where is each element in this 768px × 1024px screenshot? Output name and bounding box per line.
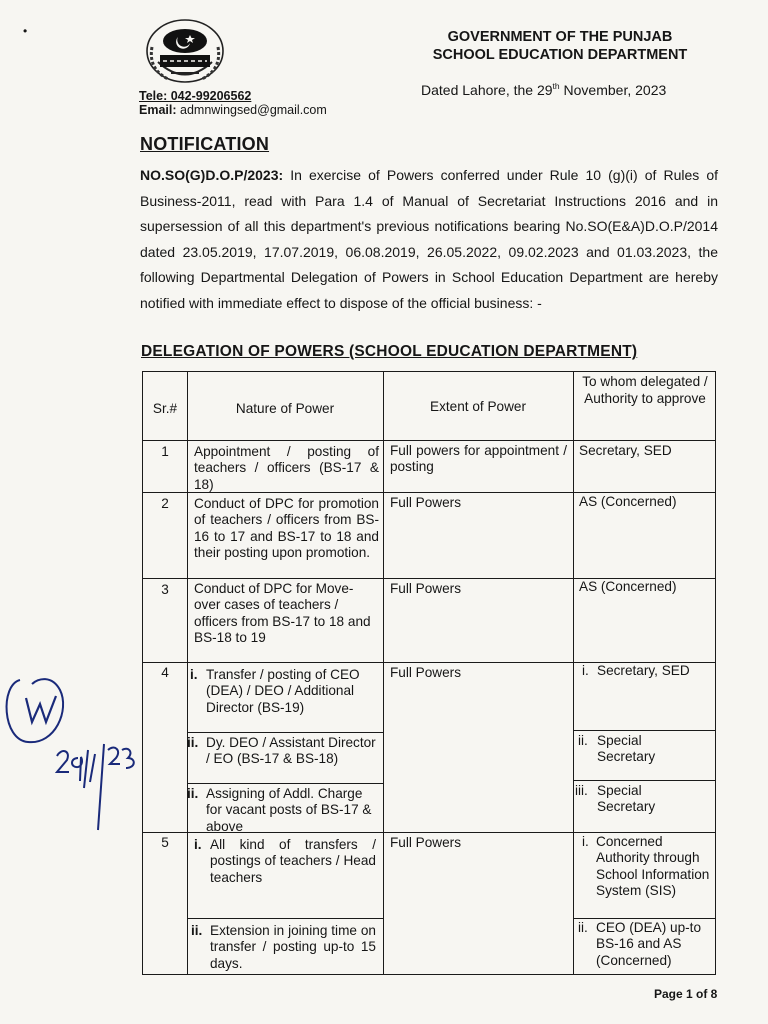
- dated-sup: th: [552, 81, 560, 91]
- row-5-auth-2-num: ii.: [578, 920, 588, 935]
- row-3-authority: AS (Concerned): [579, 579, 677, 594]
- page-number: Page 1 of 8: [654, 987, 718, 1001]
- row-5-auth-1: Concerned Authority through School Information System (SIS): [596, 834, 710, 899]
- row-5-extent: Full Powers: [390, 835, 462, 850]
- notification-reference: NO.SO(G)D.O.P/2023:: [140, 167, 284, 183]
- telephone: Tele: 042-99206562: [139, 89, 252, 103]
- row-1-extent: Full powers for appointment / posting: [390, 443, 567, 475]
- row-1-sr: 1: [161, 444, 169, 459]
- row-5-sub-2-num: ii.: [191, 923, 203, 938]
- email-label: Email:: [139, 103, 177, 117]
- row-4-sr: 4: [161, 665, 169, 680]
- row-4-extent: Full Powers: [390, 665, 462, 680]
- row-5-sub-2-nature: Extension in joining time on transfer / posting up-to 15 days.: [210, 923, 376, 971]
- row-4-sub-3-num: ii.: [187, 786, 199, 801]
- notification-title: NOTIFICATION: [140, 134, 270, 154]
- dated-prefix: Dated Lahore, the 29: [421, 82, 553, 98]
- header-extent: Extent of Power: [430, 399, 526, 414]
- row-4-sub-1-num: i.: [190, 667, 198, 682]
- notification-body: [140, 163, 718, 316]
- row-3-nature: Conduct of DPC for Move-over cases of teachers / officers from BS-17 to 18 and BS-18 to 19: [194, 581, 371, 646]
- row-3-sr: 3: [161, 582, 169, 597]
- row-4-auth-3-num: iii.: [575, 783, 588, 798]
- row-1-nature: Appointment / posting of teachers / officers (BS-17 & 18): [194, 444, 379, 492]
- email-line: [139, 103, 327, 117]
- row-2-authority: AS (Concerned): [579, 494, 677, 509]
- row-4-auth-2: Special Secretary: [597, 733, 656, 765]
- row-4-sub-2-nature: Dy. DEO / Assistant Director / EO (BS-17 & BS-18): [206, 735, 376, 767]
- row-4-auth-1: Secretary, SED: [597, 663, 690, 678]
- row-5-sub-1-num: i.: [194, 837, 202, 852]
- row-2-nature: Conduct of DPC for promotion of teachers / officers from BS-16 to 17 and BS-17 to 18 and their posting upon promotion.: [194, 496, 379, 561]
- dated-suffix: November, 2023: [559, 82, 667, 98]
- row-5-auth-1-num: i.: [582, 834, 589, 849]
- row-4-auth-1-num: i.: [582, 663, 589, 678]
- punjab-emblem-icon: [138, 17, 232, 89]
- dated-line: [421, 81, 666, 98]
- row-4-sub-3-nature: Assigning of Addl. Charge for vacant posts of BS-17 & above: [206, 786, 372, 834]
- handwritten-signature: [0, 670, 140, 840]
- row-4-auth-2-num: ii.: [578, 733, 588, 748]
- row-2-sr: 2: [161, 496, 169, 511]
- row-1-authority: Secretary, SED: [579, 443, 672, 458]
- row-4-sub-1-nature: Transfer / posting of CEO (DEA) / DEO / Additional Director (BS-19): [206, 667, 360, 715]
- row-5-sub-1-nature: All kind of transfers / postings of teachers / Head teachers: [210, 837, 376, 885]
- department-name: SCHOOL EDUCATION DEPARTMENT: [432, 47, 688, 63]
- government-name: GOVERNMENT OF THE PUNJAB: [447, 29, 673, 45]
- table-title: DELEGATION OF POWERS (SCHOOL EDUCATION DEPARTMENT): [141, 343, 638, 360]
- row-2-extent: Full Powers: [390, 495, 462, 510]
- header-authority: To whom delegated / Authority to approve: [582, 374, 708, 406]
- row-5-sr: 5: [161, 835, 169, 850]
- government-heading: [410, 28, 710, 64]
- row-3-extent: Full Powers: [390, 581, 462, 596]
- row-5-auth-2: CEO (DEA) up-to BS-16 and AS (Concerned): [596, 920, 701, 968]
- header-sr: Sr.#: [152, 401, 178, 416]
- header-nature: Nature of Power: [235, 401, 335, 416]
- email-address: admnwingsed@gmail.com: [180, 103, 327, 117]
- contact-info: [139, 89, 327, 117]
- margin-dot: •: [23, 24, 28, 38]
- row-4-auth-3: Special Secretary: [597, 783, 656, 815]
- notification-text: In exercise of Powers conferred under Rule 10 (g)(i) of Rules of Business-2011, read with Para 1.4 of Manual of Secretariat Instructions 2016 and in supersession of all this department's previous notifications bearing No.SO(E&A)D.O.P/2014 dated 23.05.2019, 17.07.2019, 06.08.2019, 26.05.2022, 09.02.2023 and 01.03.2023, the following Departmental Delegation of Powers in School Education Department are hereby notified with immediate effect to dispose of the official business: -: [140, 167, 718, 311]
- row-4-sub-2-num: ii.: [187, 735, 199, 750]
